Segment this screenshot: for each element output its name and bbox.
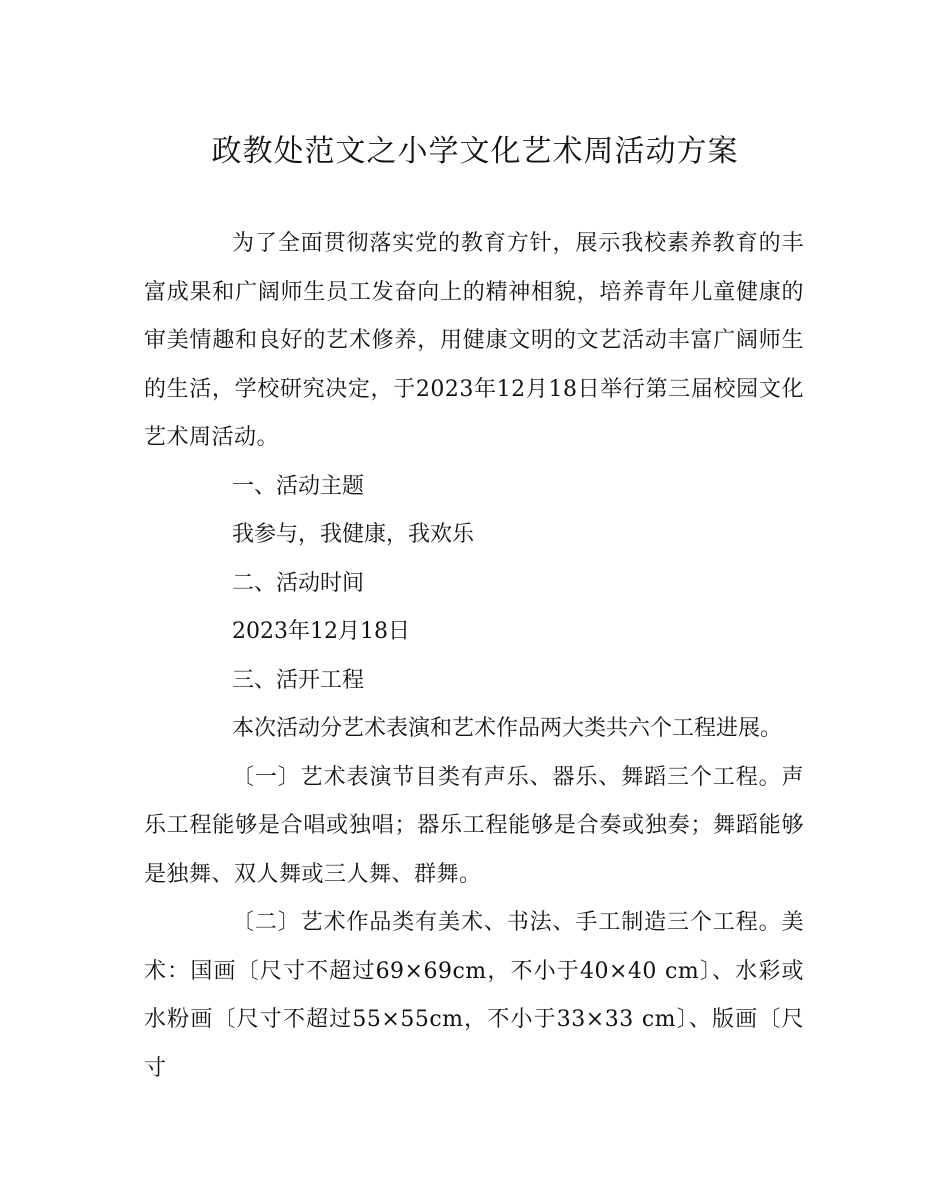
intro-paragraph: 为了全面贯彻落实党的教育方针，展示我校素养教育的丰富成果和广阔师生员工发奋向上的精神相貌，培养青年儿童健康的审美情趣和良好的艺术修养，用健康文明的文艺活动丰富广阔师生的生活，学校研究决定，于2023年12月18日举行第三届校园文化艺术周活动。 <box>144 231 804 450</box>
document-body <box>144 220 804 1093</box>
section-heading-time: 二、活动时间 <box>232 570 365 596</box>
section-heading-projects: 三、活开工程 <box>232 667 365 693</box>
item-artwork: 〔二〕艺术作品类有美术、书法、手工制造三个工程。美术：国画〔尺寸不超过69×69cm，不小于40×40 cm〕、水彩或水粉画〔尺寸不超过55×55cm，不小于33×33 cm〕、版画〔尺寸 <box>144 910 804 1081</box>
section-heading-theme: 一、活动主题 <box>232 473 365 499</box>
time-text: 2023年12月18日 <box>232 619 410 644</box>
theme-text: 我参与，我健康，我欢乐 <box>232 522 475 547</box>
projects-summary: 本次活动分艺术表演和艺术作品两大类共六个工程进展。 <box>232 716 783 741</box>
document-title: 政教处范文之小学文化艺术周活动方案 <box>211 134 739 169</box>
item-performance: 〔一〕艺术表演节目类有声乐、器乐、舞蹈三个工程。声乐工程能够是合唱或独唱；器乐工程能够是合奏或独奏；舞蹈能够是独舞、双人舞或三人舞、群舞。 <box>144 764 804 887</box>
